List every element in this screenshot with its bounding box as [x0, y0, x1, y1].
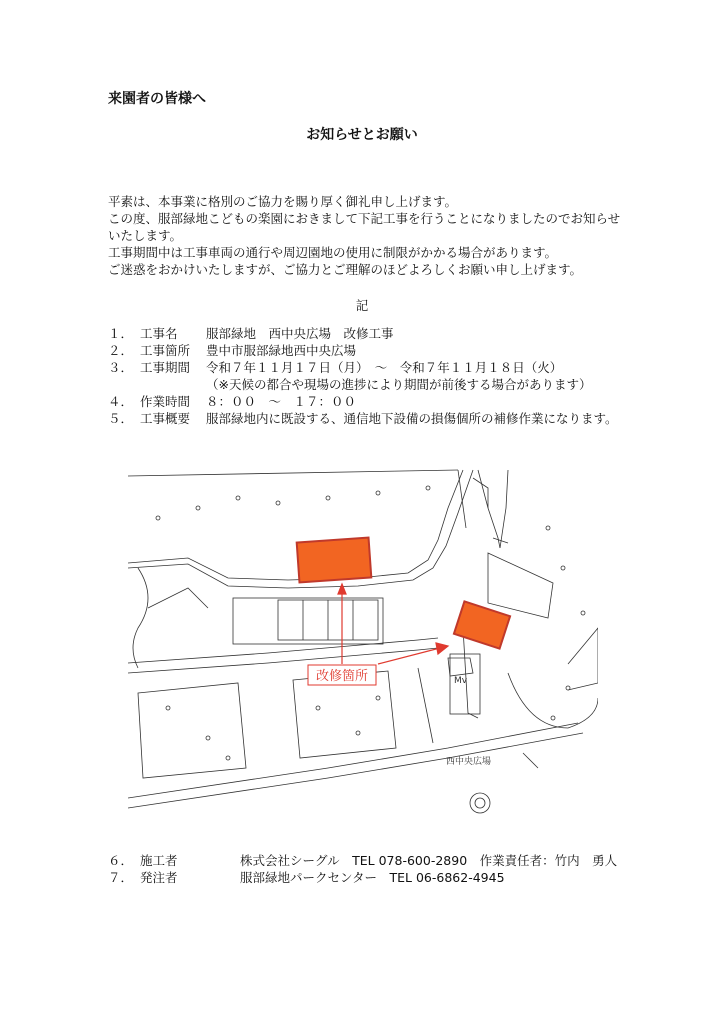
item-label: 工事名 [140, 326, 178, 341]
detail-row-hours [108, 393, 628, 410]
intro-line: ご迷惑をおかけいたしますが、ご協力とご理解のほどよろしくお願い申し上げます。 [108, 262, 583, 277]
repair-area-left [297, 538, 372, 583]
repair-area-right [454, 601, 510, 648]
period-note: （※天候の都合や現場の進捗により期間が前後する場合があります） [206, 377, 592, 392]
item-label: 発注者 [140, 870, 178, 885]
item-value: 服部緑地パークセンター TEL 06-6862-4945 [240, 870, 505, 885]
item-number: ２． [108, 343, 134, 358]
item-number: ６． [108, 853, 134, 868]
contact-list [108, 852, 617, 886]
notice-title: お知らせとお願い [306, 127, 418, 143]
item-number: ４． [108, 394, 134, 409]
item-value: 豊中市服部緑地西中央広場 [206, 343, 357, 358]
intro-line: 工事期間中は工事車両の通行や周辺園地の使用に制限がかかる場合があります。 [108, 245, 558, 260]
recipient-heading: 来園者の皆様へ [108, 91, 206, 107]
map-linework [128, 470, 598, 813]
item-label: 施工者 [140, 853, 178, 868]
repair-areas [297, 538, 510, 649]
item-label: 作業時間 [140, 394, 191, 409]
item-label: 工事箇所 [140, 343, 191, 358]
intro-line: 平素は、本事業に格別のご協力を賜り厚く御礼申し上げます。 [108, 194, 458, 209]
item-number: ５． [108, 411, 134, 426]
item-value: ８：００ ～ １７：００ [206, 394, 357, 409]
detail-row-summary [108, 410, 628, 427]
ki-heading: 記 [355, 298, 369, 313]
callout-label: 改修箇所 [315, 669, 369, 684]
site-map [128, 468, 598, 838]
item-value: 服部緑地 西中央広場 改修工事 [206, 326, 394, 341]
item-value: 令和７年１１月１７日（月） ～ 令和７年１１月１８日（火） [206, 360, 563, 375]
item-number: ３． [108, 360, 134, 375]
item-label: 工事概要 [140, 411, 191, 426]
detail-row-period [108, 359, 628, 376]
item-number: １． [108, 326, 134, 341]
client-row [108, 869, 617, 886]
item-value: 服部緑地内に既設する、通信地下設備の損傷個所の補修作業になります。 [206, 411, 618, 426]
contractor-row [108, 852, 617, 869]
item-label: 工事期間 [140, 360, 191, 375]
item-value: 株式会社シーグル TEL 078-600-2890 作業責任者：竹内 勇人 [240, 853, 618, 868]
item-number: ７． [108, 870, 134, 885]
arrow-right-head [436, 643, 448, 654]
intro-paragraph [108, 193, 628, 278]
detail-row-location [108, 342, 628, 359]
mv-label: Mv [454, 676, 468, 686]
intro-line: この度、服部緑地こどもの楽園におきまして下記工事を行うことになりましたのでお知らせいたします。 [108, 211, 621, 243]
details-list [108, 325, 628, 427]
detail-row-name [108, 325, 628, 342]
plaza-label: 西中央広場 [446, 757, 492, 767]
arrow-up-head [338, 584, 346, 594]
